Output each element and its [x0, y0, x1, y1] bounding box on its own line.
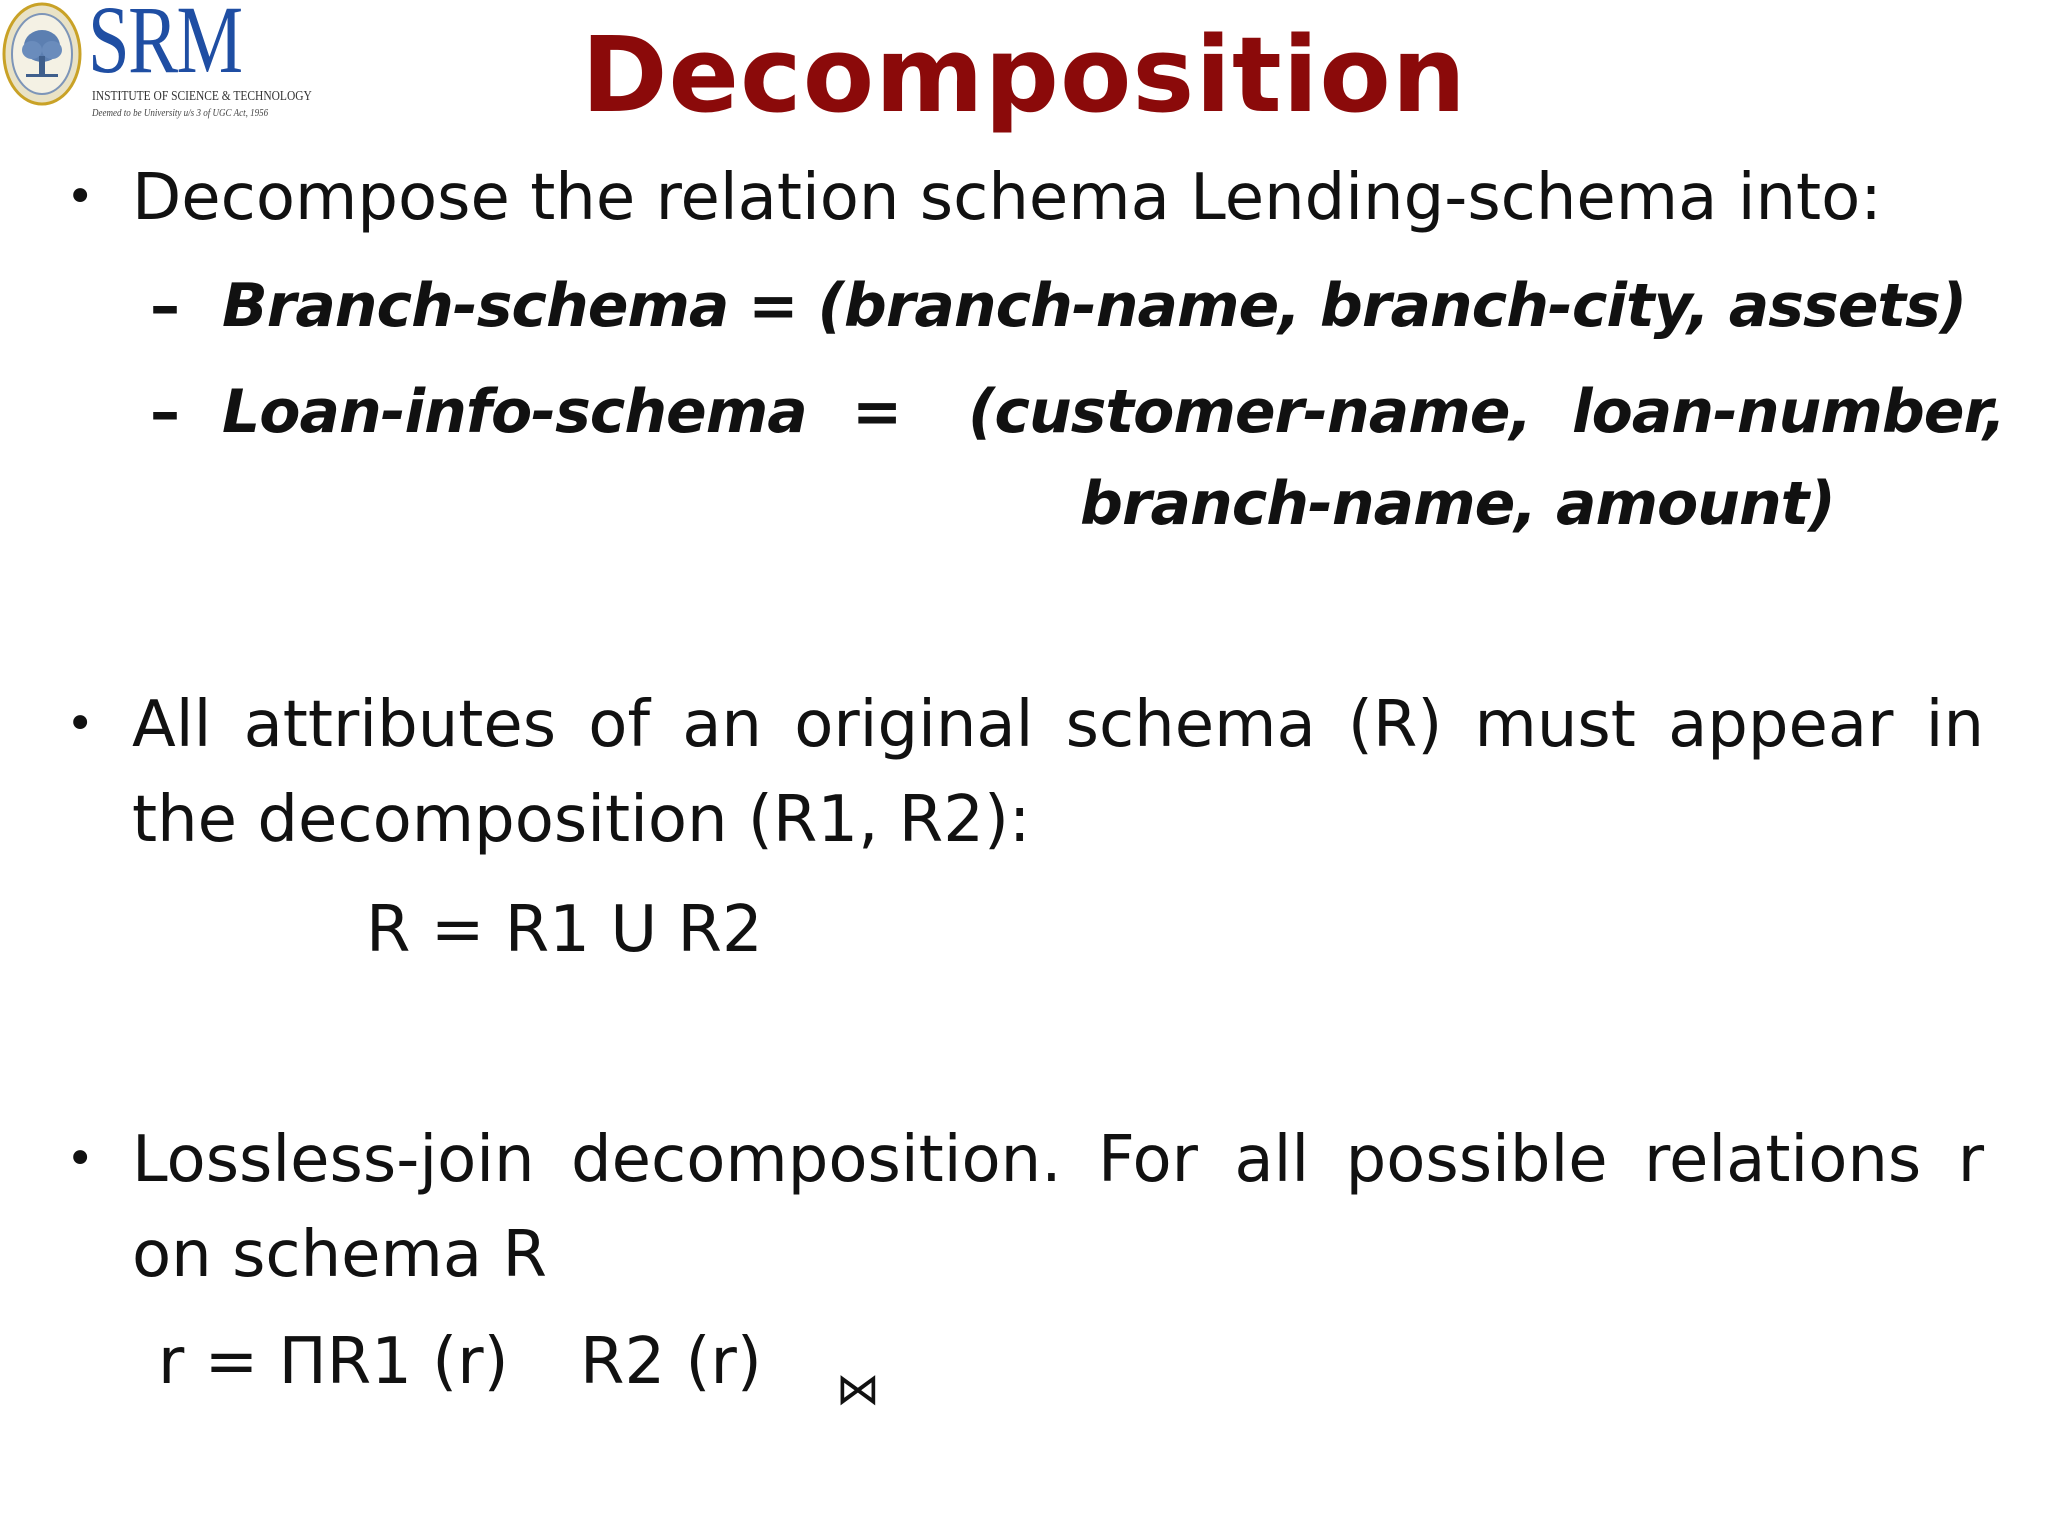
subitem-loan-info-part2: loan-number, [1572, 377, 2006, 447]
subitem-loan-info-name: Loan-info-schema [222, 377, 807, 447]
natural-join-icon: ⋈ [836, 1364, 880, 1415]
subitem-branch-schema: Branch-schema = (branch-name, branch-city, assets) [222, 271, 1967, 341]
word: in [1925, 688, 1984, 762]
logo-wordmark: SRM [88, 0, 242, 93]
bullet-icon: • [66, 696, 95, 752]
logo-subtitle: INSTITUTE OF SCIENCE & TECHNOLOGY [92, 89, 312, 104]
word: Lossless-join [132, 1123, 535, 1197]
subitem-loan-info-continuation: branch-name, amount) [1080, 469, 1835, 539]
word: r [1957, 1123, 1984, 1197]
word: possible [1345, 1123, 1608, 1197]
word: All [132, 688, 212, 762]
bullet-3-line-1 [132, 1123, 1984, 1197]
word: For [1097, 1123, 1198, 1197]
subitem-loan-info-equals: = [852, 377, 902, 447]
logo-tagline: Deemed to be University u/s 3 of UGC Act, 1956 [92, 107, 269, 119]
slide-title [0, 14, 2048, 136]
bullet-3-line-2: on schema R [132, 1218, 547, 1292]
dash-icon: – [150, 271, 180, 341]
bullet-1-text: Decompose the relation schema Lending-schema into: [132, 161, 1882, 235]
word: appear [1668, 688, 1894, 762]
word: attributes [243, 688, 557, 762]
formula-projection: r = ΠR1 (r) [158, 1325, 509, 1399]
word: must [1474, 688, 1636, 762]
word: (R) [1347, 688, 1443, 762]
bullet-icon: • [66, 169, 95, 225]
word: an [682, 688, 762, 762]
formula-r2: R2 (r) [580, 1325, 762, 1399]
dash-icon: – [150, 377, 180, 447]
word: decomposition. [571, 1123, 1062, 1197]
bullet-2-line-2: the decomposition (R1, R2): [132, 783, 1031, 857]
word: original [794, 688, 1034, 762]
bullet-icon: • [66, 1131, 95, 1187]
word: all [1234, 1123, 1310, 1197]
word: relations [1644, 1123, 1922, 1197]
word: of [588, 688, 650, 762]
slide-title-text: Decomposition [581, 14, 1467, 136]
bullet-2-line-1 [132, 688, 1984, 762]
subitem-loan-info-part1: (customer-name, [968, 377, 1532, 447]
word: schema [1065, 688, 1316, 762]
formula-union: R = R1 U R2 [366, 893, 763, 967]
